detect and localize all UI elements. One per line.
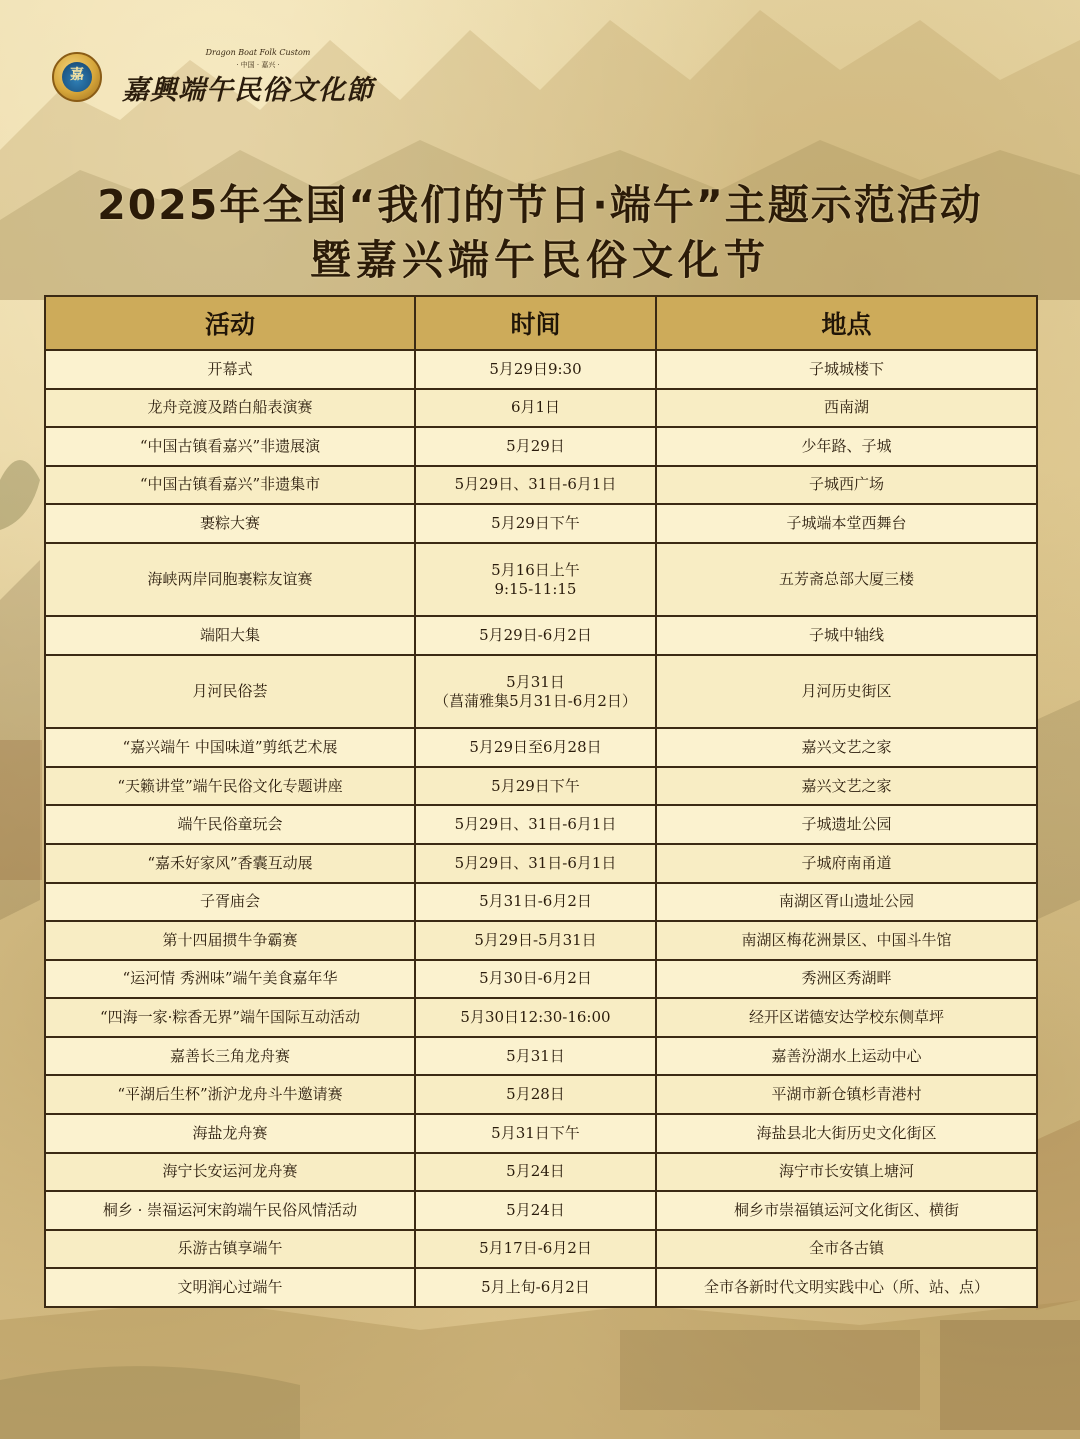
activity-cell: 海宁长安运河龙舟赛 — [45, 1153, 415, 1192]
activity-cell: 裹粽大赛 — [45, 504, 415, 543]
table-row — [45, 844, 1037, 883]
time-text: 5月24日 — [506, 1162, 565, 1181]
time-cell — [415, 350, 656, 389]
place-cell: 月河历史街区 — [656, 655, 1037, 728]
time-cell — [415, 543, 656, 616]
time-text: 5月24日 — [506, 1200, 565, 1219]
place-cell: 嘉兴文艺之家 — [656, 767, 1037, 806]
time-cell — [415, 883, 656, 922]
place-cell: 西南湖 — [656, 389, 1037, 428]
time-text: 5月上旬-6月2日 — [481, 1278, 590, 1297]
logo-english-text: Dragon Boat Folk Custom — [205, 48, 311, 57]
time-cell — [415, 960, 656, 999]
place-cell: 南湖区梅花洲景区、中国斗牛馆 — [656, 921, 1037, 960]
time-cell — [415, 1230, 656, 1269]
time-text: 5月29日下午 — [491, 514, 580, 533]
time-cell — [415, 1153, 656, 1192]
place-cell: 子城西广场 — [656, 466, 1037, 505]
time-cell — [415, 1114, 656, 1153]
activity-cell: 嘉善长三角龙舟赛 — [45, 1037, 415, 1076]
schedule-table-body — [45, 350, 1037, 1307]
table-row — [45, 427, 1037, 466]
time-cell — [415, 466, 656, 505]
time-cell — [415, 1191, 656, 1230]
table-row — [45, 960, 1037, 999]
table-row — [45, 998, 1037, 1037]
table-row — [45, 466, 1037, 505]
time-text: 5月31日 — [506, 672, 565, 691]
table-row — [45, 1075, 1037, 1114]
table-row — [45, 1037, 1037, 1076]
time-cell — [415, 767, 656, 806]
time-text: 5月16日上午 — [491, 560, 580, 579]
table-row — [45, 655, 1037, 728]
time-text: 6月1日 — [510, 398, 561, 417]
table-row — [45, 1230, 1037, 1269]
activity-cell: 子胥庙会 — [45, 883, 415, 922]
activity-cell: 端阳大集 — [45, 616, 415, 655]
place-cell: 少年路、子城 — [656, 427, 1037, 466]
place-cell: 南湖区胥山遗址公园 — [656, 883, 1037, 922]
time-text: 5月29日9:30 — [489, 359, 582, 378]
time-cell — [415, 1037, 656, 1076]
time-text-secondary: （菖蒲雅集5月31日-6月2日） — [434, 691, 637, 710]
place-cell: 平湖市新仓镇杉青港村 — [656, 1075, 1037, 1114]
time-cell — [415, 1268, 656, 1307]
time-text: 5月30日-6月2日 — [479, 969, 592, 988]
table-row — [45, 883, 1037, 922]
header-time: 时间 — [415, 296, 656, 350]
schedule-table — [44, 295, 1038, 1308]
place-cell: 子城中轴线 — [656, 616, 1037, 655]
time-cell — [415, 616, 656, 655]
time-text: 5月29日、31日-6月1日 — [454, 475, 617, 494]
table-row — [45, 767, 1037, 806]
table-row — [45, 1268, 1037, 1307]
time-cell — [415, 844, 656, 883]
table-row — [45, 1114, 1037, 1153]
time-text: 5月17日-6月2日 — [479, 1239, 592, 1258]
table-header-row — [45, 296, 1037, 350]
time-cell — [415, 805, 656, 844]
place-cell: 嘉善汾湖水上运动中心 — [656, 1037, 1037, 1076]
dragon-boat-emblem-icon — [52, 52, 102, 102]
activity-cell: 桐乡 · 崇福运河宋韵端午民俗风情活动 — [45, 1191, 415, 1230]
festival-logo — [52, 48, 374, 108]
time-text: 5月28日 — [506, 1085, 565, 1104]
place-cell: 嘉兴文艺之家 — [656, 728, 1037, 767]
time-cell — [415, 921, 656, 960]
emblem-glyph: 嘉 — [70, 67, 84, 83]
activity-cell: “天籁讲堂”端午民俗文化专题讲座 — [45, 767, 415, 806]
table-row — [45, 543, 1037, 616]
time-text: 5月29日下午 — [491, 776, 580, 795]
header-place: 地点 — [656, 296, 1037, 350]
activity-cell: “四海一家·粽香无界”端午国际互动活动 — [45, 998, 415, 1037]
activity-cell: 月河民俗荟 — [45, 655, 415, 728]
time-cell — [415, 427, 656, 466]
place-cell: 五芳斋总部大厦三楼 — [656, 543, 1037, 616]
time-text: 5月29日、31日-6月1日 — [454, 853, 617, 872]
time-cell — [415, 728, 656, 767]
time-text: 5月29日-5月31日 — [474, 930, 597, 949]
activity-cell: “平湖后生杯”浙沪龙舟斗牛邀请赛 — [45, 1075, 415, 1114]
activity-cell: 端午民俗童玩会 — [45, 805, 415, 844]
activity-cell: “运河情 秀洲味”端午美食嘉年华 — [45, 960, 415, 999]
place-cell: 海盐县北大街历史文化街区 — [656, 1114, 1037, 1153]
activity-cell: 第十四届掼牛争霸赛 — [45, 921, 415, 960]
table-row — [45, 1191, 1037, 1230]
logo-subtitle: · 中国 · 嘉兴 · — [236, 61, 280, 69]
header-activity: 活动 — [45, 296, 415, 350]
time-text: 5月29日、31日-6月1日 — [454, 815, 617, 834]
table-row — [45, 805, 1037, 844]
activity-cell: 文明润心过端午 — [45, 1268, 415, 1307]
time-text-secondary: 9:15-11:15 — [494, 579, 577, 598]
activity-cell: “中国古镇看嘉兴”非遗展演 — [45, 427, 415, 466]
place-cell: 子城城楼下 — [656, 350, 1037, 389]
time-cell — [415, 655, 656, 728]
table-row — [45, 504, 1037, 543]
activity-cell: 乐游古镇享端午 — [45, 1230, 415, 1269]
time-text: 5月29日至6月28日 — [469, 738, 602, 757]
table-row — [45, 728, 1037, 767]
time-cell — [415, 389, 656, 428]
table-row — [45, 389, 1037, 428]
place-cell: 子城端本堂西舞台 — [656, 504, 1037, 543]
time-text: 5月31日下午 — [491, 1123, 580, 1142]
page-title-line-1: 2025年全国“我们的节日·端午”主题示范活动 — [97, 181, 983, 229]
time-cell — [415, 1075, 656, 1114]
activity-cell: 海峡两岸同胞裹粽友谊赛 — [45, 543, 415, 616]
table-row — [45, 616, 1037, 655]
activity-cell: 龙舟竞渡及踏白船表演赛 — [45, 389, 415, 428]
table-row — [45, 921, 1037, 960]
page-title-line-2: 暨嘉兴端午民俗文化节 — [310, 236, 770, 284]
activity-cell: “嘉禾好家风”香囊互动展 — [45, 844, 415, 883]
logo-chinese-text: 嘉興端午民俗文化節 — [122, 75, 374, 106]
time-text: 5月29日 — [506, 436, 565, 455]
place-cell: 全市各古镇 — [656, 1230, 1037, 1269]
activity-cell: 海盐龙舟赛 — [45, 1114, 415, 1153]
time-cell — [415, 504, 656, 543]
time-text: 5月31日 — [506, 1046, 565, 1065]
place-cell: 全市各新时代文明实践中心（所、站、点） — [656, 1268, 1037, 1307]
place-cell: 海宁市长安镇上塘河 — [656, 1153, 1037, 1192]
place-cell: 桐乡市崇福镇运河文化街区、横街 — [656, 1191, 1037, 1230]
activity-cell: “中国古镇看嘉兴”非遗集市 — [45, 466, 415, 505]
time-cell — [415, 998, 656, 1037]
place-cell: 秀洲区秀湖畔 — [656, 960, 1037, 999]
table-row — [45, 1153, 1037, 1192]
activity-cell: 开幕式 — [45, 350, 415, 389]
table-row — [45, 350, 1037, 389]
time-text: 5月31日-6月2日 — [479, 892, 592, 911]
place-cell: 子城遗址公园 — [656, 805, 1037, 844]
time-text: 5月30日12:30-16:00 — [460, 1008, 611, 1027]
place-cell: 子城府南甬道 — [656, 844, 1037, 883]
place-cell: 经开区诺德安达学校东侧草坪 — [656, 998, 1037, 1037]
time-text: 5月29日-6月2日 — [479, 626, 592, 645]
activity-cell: “嘉兴端午 中国味道”剪纸艺术展 — [45, 728, 415, 767]
